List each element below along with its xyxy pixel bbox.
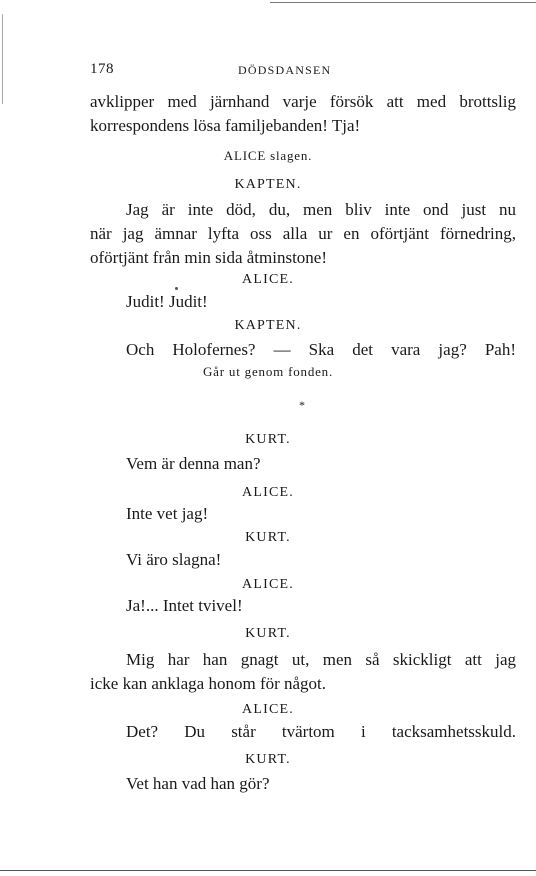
left-edge-mark [2, 14, 3, 104]
scene-separator: * [299, 398, 305, 412]
paragraph-line: korrespondens lösa familjebanden! Tja! [90, 116, 361, 135]
page-number: 178 [90, 61, 114, 77]
speaker-name: KURT. [245, 752, 291, 767]
top-edge-rule [270, 2, 536, 3]
paragraph-line: när jag ämnar lyfta oss alla ur en oförtjänt förnedring, [90, 224, 516, 243]
speaker-name: ALICE. [242, 272, 294, 287]
paragraph-line: Jag är inte död, du, men bliv inte ond just nu [126, 200, 516, 219]
dialogue-line: Det? Du står tvärtom i tacksamhetsskuld. [126, 722, 516, 741]
dialogue-line: Vem är denna man? [126, 454, 261, 473]
dialogue-line: Vet han vad han gör? [126, 774, 270, 793]
paragraph-line: icke kan anklaga honom för något. [90, 674, 327, 693]
speaker-name: KURT. [245, 626, 291, 641]
paragraph-line: avklipper med järnhand varje försök att med brottslig [90, 92, 516, 111]
dialogue-line: Vi äro slagna! [126, 550, 222, 569]
speaker-name: KAPTEN. [234, 318, 302, 333]
dialogue-line: Och Holofernes? — Ska det vara jag? Pah! [126, 340, 516, 359]
bottom-edge-rule [0, 870, 536, 871]
dialogue-line: Inte vet jag! [126, 504, 209, 523]
dialogue-line: Ja!... Intet tvivel! [126, 596, 243, 615]
speaker-name: ALICE. [242, 577, 294, 592]
stage-direction: ALICE slagen. [223, 148, 313, 163]
running-title: DÖDSDANSEN [238, 63, 332, 77]
speaker-name: KAPTEN. [234, 177, 302, 192]
stage-direction: Går ut genom fonden. [202, 364, 334, 379]
speaker-name: ALICE. [242, 485, 294, 500]
speaker-name: KURT. [245, 432, 291, 447]
speaker-name: KURT. [245, 530, 291, 545]
paragraph-line: oförtjänt från min sida åtminstone! [90, 248, 327, 267]
dialogue-line: Judit! Judit! [126, 292, 208, 311]
paragraph-line: Mig har han gnagt ut, men så skickligt att jag [126, 650, 516, 669]
speaker-name: ALICE. [242, 702, 294, 717]
